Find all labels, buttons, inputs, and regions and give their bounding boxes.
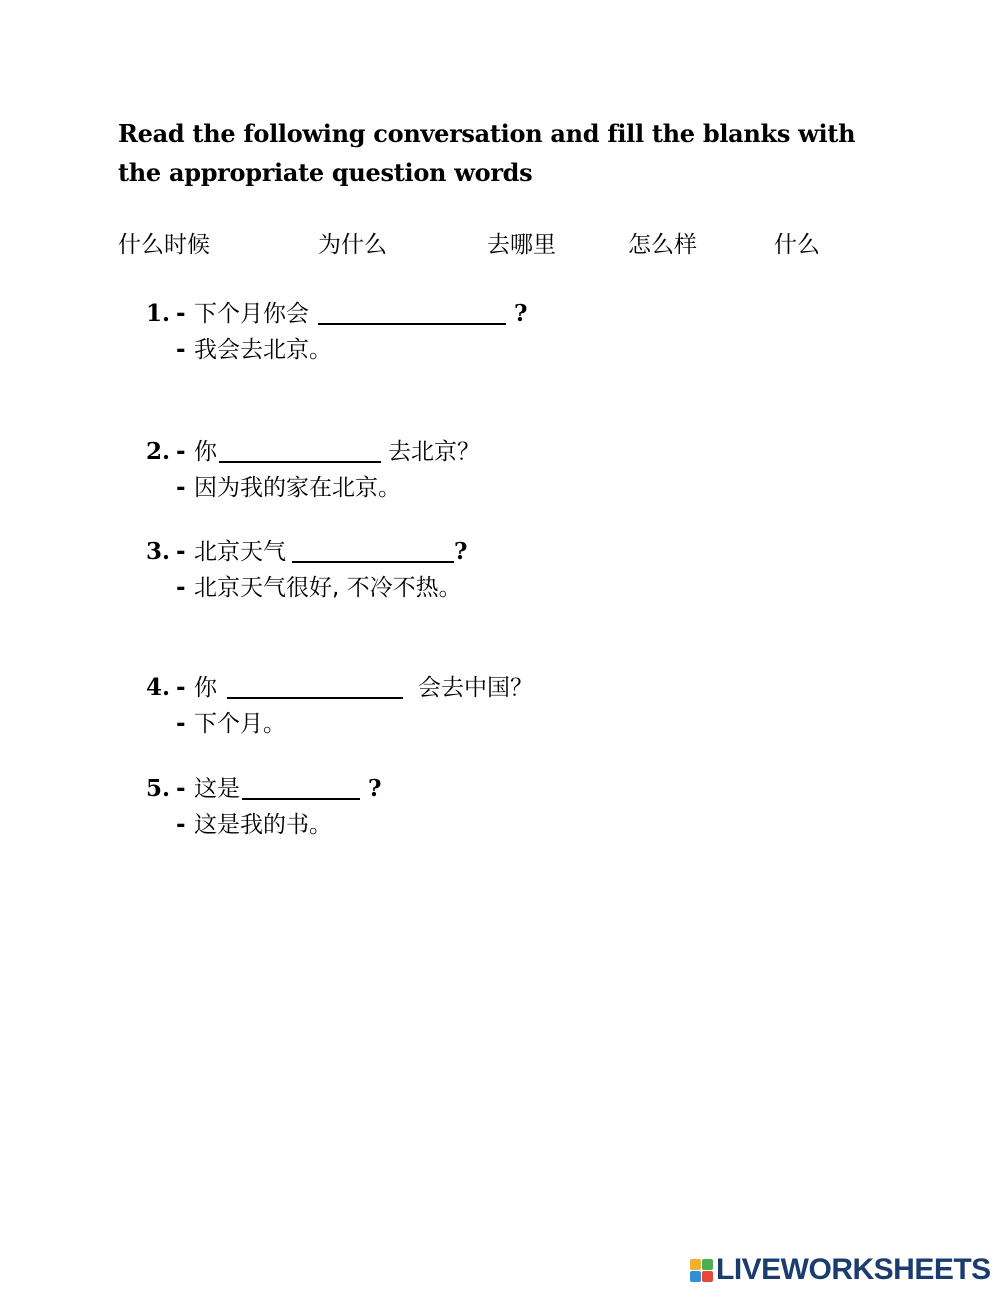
dialog-dash: - — [176, 675, 186, 701]
logo-square — [690, 1271, 701, 1282]
dialog-dash: - — [176, 812, 186, 838]
answer-text: 这是我的书。 — [194, 812, 332, 838]
logo-square — [702, 1259, 713, 1270]
answer-text: 北京天气很好, 不冷不热。 — [194, 575, 462, 601]
question-4 — [146, 671, 846, 743]
word-bank-item: 为什么 — [318, 232, 387, 258]
dialog-dash: - — [176, 475, 186, 501]
dialog-dash: - — [176, 439, 186, 465]
question-number: 5. — [146, 775, 171, 802]
word-bank-item: 去哪里 — [487, 232, 556, 258]
liveworksheets-logo-icon — [690, 1259, 713, 1282]
answer-text: 我会去北京。 — [194, 337, 332, 363]
question-mark: ? — [514, 300, 528, 327]
word-bank-item: 什么时候 — [118, 232, 210, 258]
question-number: 1. — [146, 300, 171, 327]
question-text-before: 你 — [194, 439, 217, 465]
answer-blank[interactable] — [227, 697, 403, 699]
question-3 — [146, 535, 846, 607]
answer-text: 下个月。 — [194, 711, 286, 737]
logo-square — [702, 1271, 713, 1282]
question-text-before: 你 — [194, 675, 217, 701]
dialog-dash: - — [176, 539, 186, 565]
answer-blank[interactable] — [292, 561, 454, 563]
question-number: 3. — [146, 538, 171, 565]
question-2 — [146, 435, 846, 507]
dialog-dash: - — [176, 575, 186, 601]
word-bank — [0, 228, 1000, 262]
word-bank-item: 怎么样 — [628, 232, 697, 258]
question-number: 2. — [146, 438, 171, 465]
question-mark: ? — [368, 775, 382, 802]
instructions-title: Read the following conversation and fill the blanks with the appropriate question words — [118, 119, 856, 187]
liveworksheets-logo[interactable] — [690, 1252, 991, 1288]
answer-blank[interactable] — [318, 323, 506, 325]
question-number: 4. — [146, 674, 171, 701]
question-text-before: 这是 — [194, 776, 240, 802]
question-5 — [146, 772, 846, 844]
word-bank-item: 什么 — [774, 232, 820, 258]
question-text-before: 下个月你会 — [194, 301, 309, 327]
answer-blank[interactable] — [219, 461, 381, 463]
logo-square — [690, 1259, 701, 1270]
answer-text: 因为我的家在北京。 — [194, 475, 401, 501]
question-mark: ? — [454, 538, 468, 565]
dialog-dash: - — [176, 711, 186, 737]
question-text-after: 去北京？ — [388, 439, 480, 465]
question-text-before: 北京天气 — [194, 539, 286, 565]
dialog-dash: - — [176, 337, 186, 363]
logo-text: LIVEWORKSHEETS — [716, 1253, 991, 1286]
answer-blank[interactable] — [242, 798, 360, 800]
dialog-dash: - — [176, 301, 186, 327]
dialog-dash: - — [176, 776, 186, 802]
question-1 — [146, 297, 846, 369]
question-text-after: 会去中国？ — [418, 675, 533, 701]
